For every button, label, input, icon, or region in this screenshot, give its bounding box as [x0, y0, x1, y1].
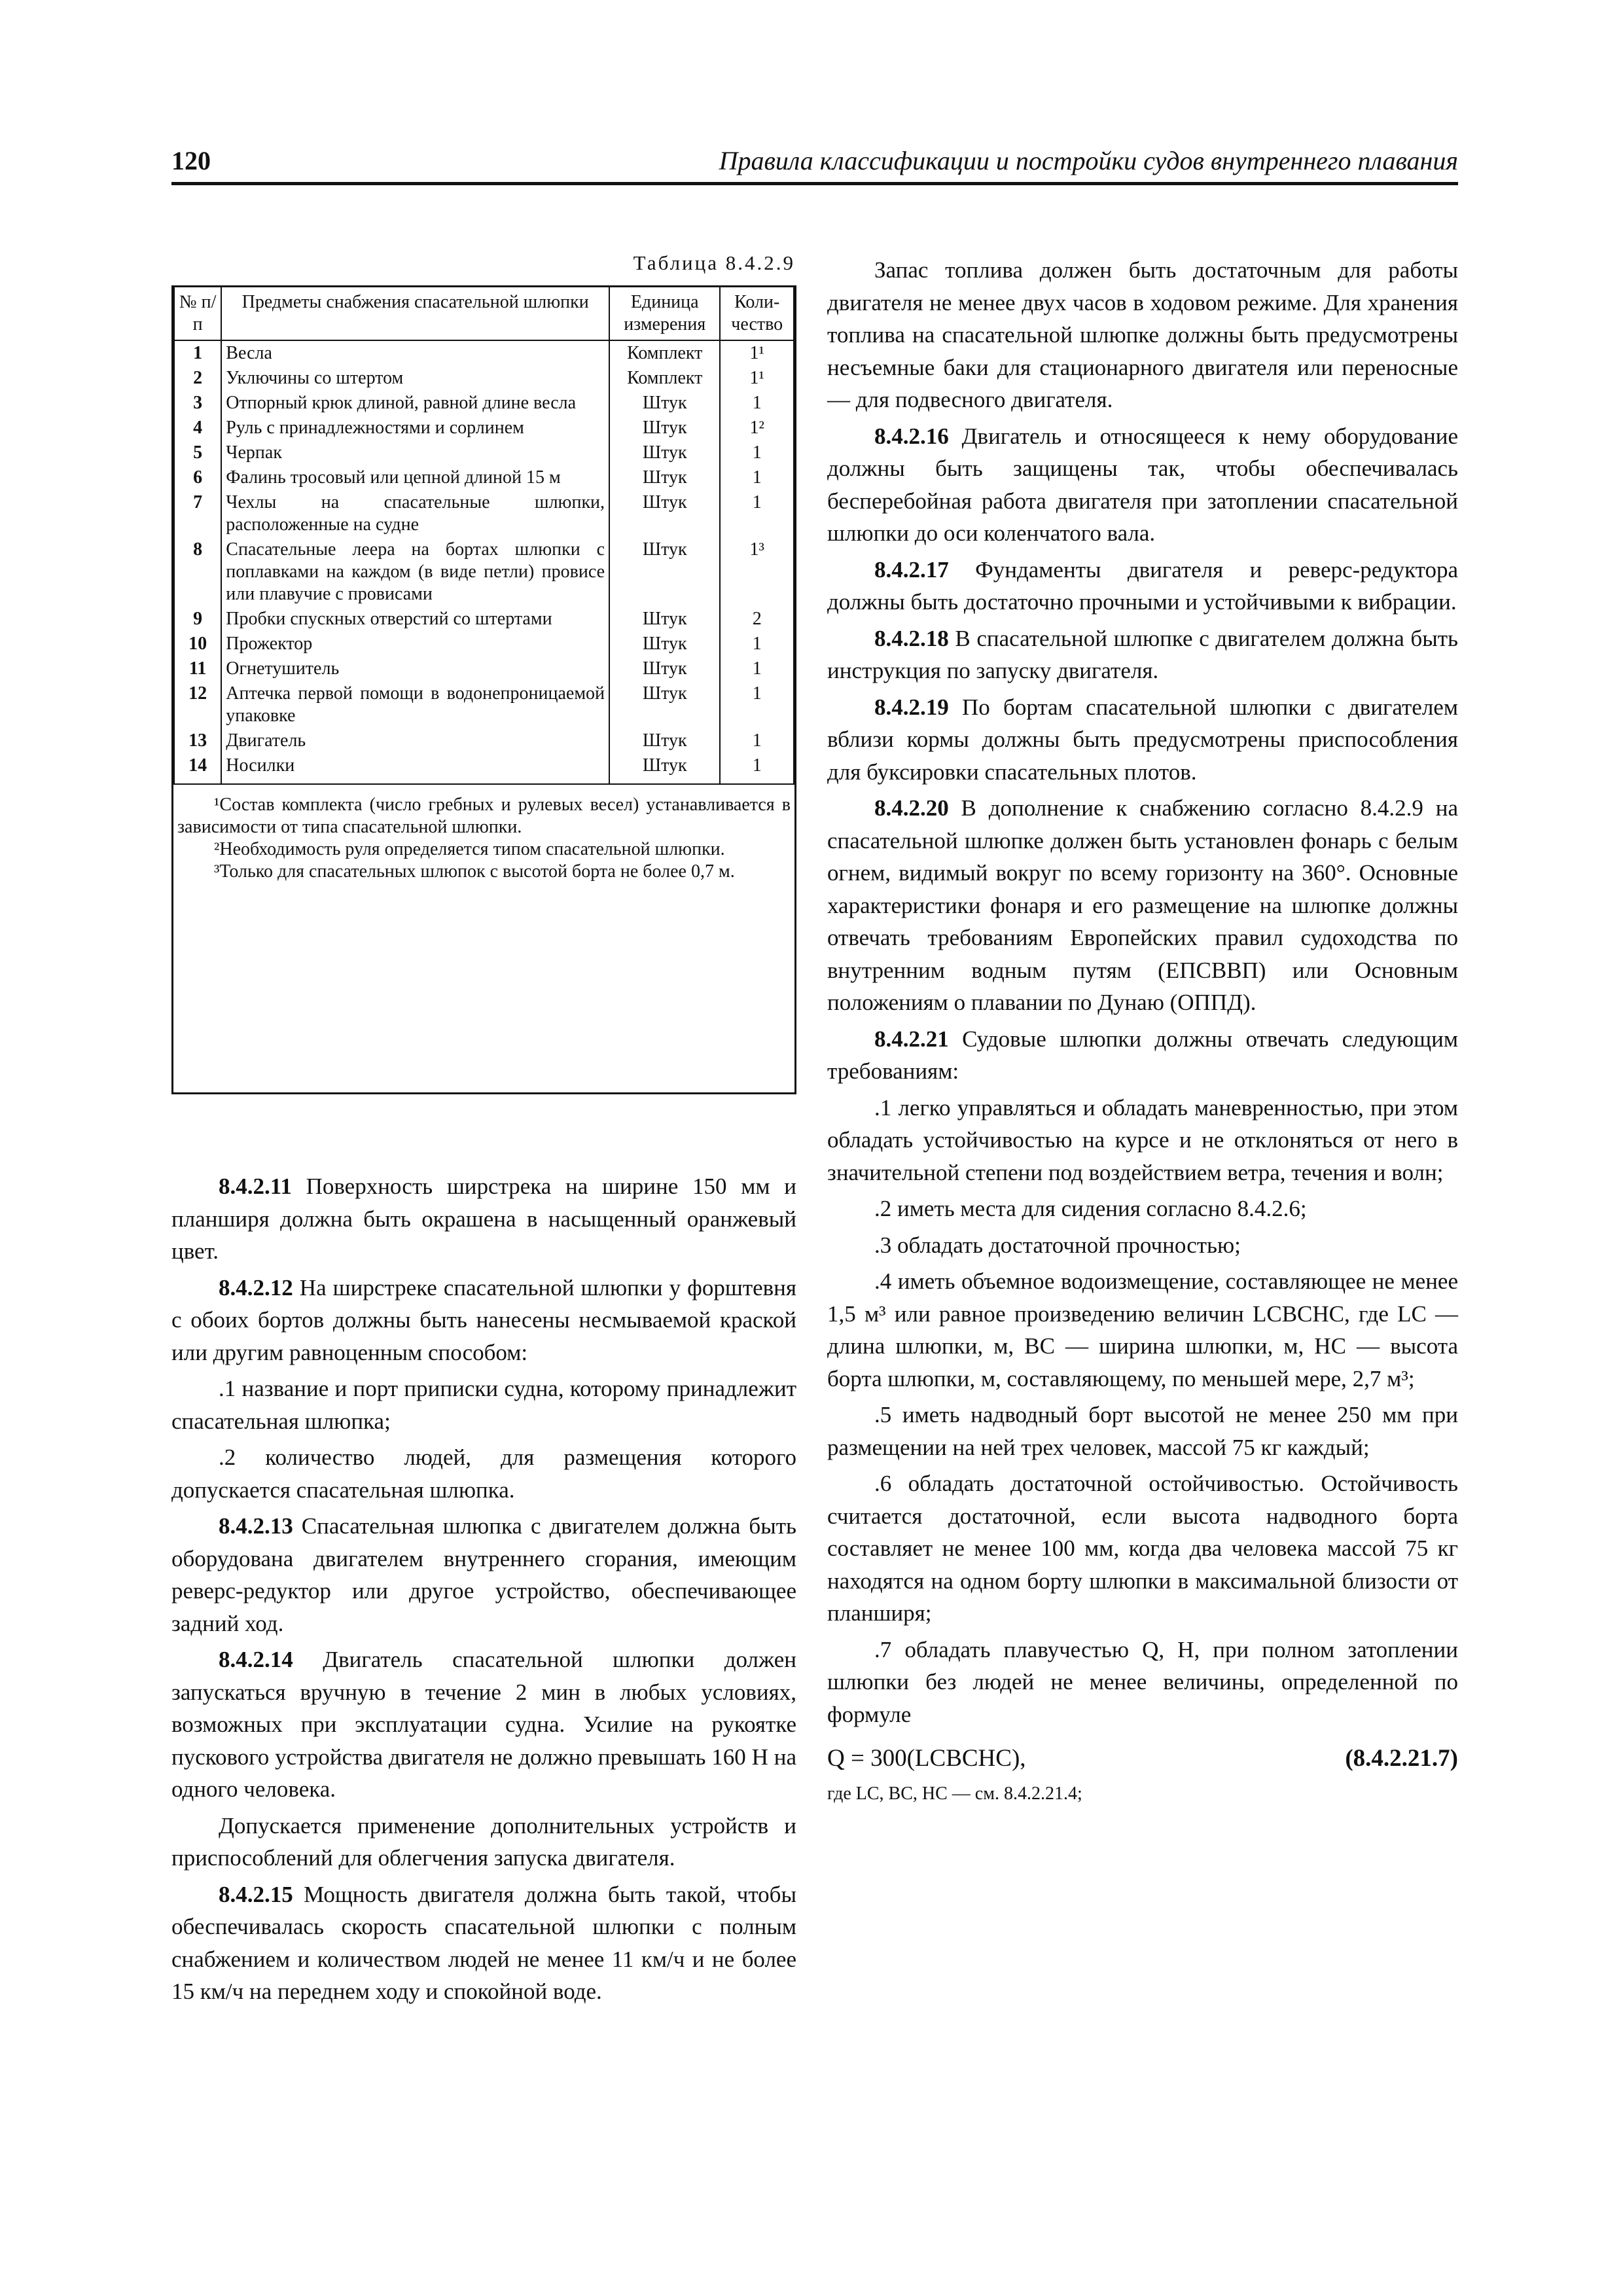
formula-label: (8.4.2.21.7): [1345, 1745, 1458, 1772]
formula: [827, 1742, 1458, 1775]
table-cell-item: Руль с принадлежностями и сорлинем: [221, 416, 609, 440]
table-header-row: [174, 287, 794, 340]
table-row: [174, 416, 794, 440]
paragraph-text: Фундаменты двигателя и реверс-редуктора должны быть достаточно прочными и устойчивыми к вибрации.: [827, 556, 1458, 615]
table-cell-n: 13: [174, 728, 221, 753]
table-cell-unit: Штук: [609, 656, 720, 681]
table-row: [174, 366, 794, 391]
table-cell-n: 2: [174, 366, 221, 391]
page-number: 120: [171, 146, 211, 175]
clause-number: 8.4.2.17: [874, 556, 949, 583]
table-cell-n: 5: [174, 440, 221, 465]
table-cell-unit: Штук: [609, 416, 720, 440]
table-cell-item: Носилки: [221, 753, 609, 783]
table-row: [174, 465, 794, 490]
table-cell-n: 8: [174, 537, 221, 607]
clause-number: 8.4.2.20: [874, 795, 949, 821]
column-header: Коли-чество: [720, 287, 794, 340]
equipment-table: [171, 285, 796, 1094]
table-cell-unit: Штук: [609, 632, 720, 656]
clause-number: 8.4.2.21: [874, 1026, 949, 1052]
table-cell-item: Отпорный крюк длиной, равной длине весла: [221, 391, 609, 416]
paragraph-text: .2 количество людей, для размещения которого допускается спасательная шлюпка.: [171, 1444, 796, 1503]
table-note: ¹Состав комплекта (число гребных и рулевых весел) устанавливается в зависимости от типа спасательной шлюпки.: [177, 795, 791, 837]
running-title: Правила классификации и постройки судов внутреннего плавания: [719, 146, 1458, 175]
paragraph-text: В спасательной шлюпке с двигателем должна быть инструкция по запуску двигателя.: [827, 625, 1458, 683]
paragraph: [827, 1229, 1458, 1262]
table-cell-item: Спасательные леера на бортах шлюпки с поплавками на каждом (в виде петли) провисе или плавучие с провисами: [221, 537, 609, 607]
table-row: [174, 391, 794, 416]
table-notes: [173, 783, 794, 883]
table-cell-qty: 1: [720, 681, 794, 728]
paragraph-text: На ширстреке спасательной шлюпки у форштевня с обоих бортов должны быть нанесены несмываемой краской или другим равноценным способом:: [171, 1274, 796, 1365]
table-cell-item: Прожектор: [221, 632, 609, 656]
clause-number: 8.4.2.19: [874, 694, 949, 720]
table-row: [174, 753, 794, 783]
table-cell-qty: 1³: [720, 537, 794, 607]
table-row: [174, 681, 794, 728]
paragraph-text: .3 обладать достаточной прочностью;: [874, 1232, 1241, 1258]
paragraph: [827, 792, 1458, 1019]
paragraph-text: .6 обладать достаточной остойчивостью. Остойчивость считается достаточной, если высота надводного борта составляет не менее 100 мм, когда два человека массой 75 кг находятся на одном борту шлюпки в максимальной близости от планширя;: [827, 1471, 1458, 1626]
paragraph-text: По бортам спасательной шлюпки с двигателем вблизи кормы должны быть предусмотрены приспособления для буксировки спасательных плотов.: [827, 694, 1458, 785]
table-cell-qty: 1: [720, 753, 794, 783]
page-header: [171, 145, 1458, 185]
table-caption: Таблица 8.4.2.9: [633, 251, 795, 274]
paragraph: [827, 1092, 1458, 1189]
paragraph-text: Спасательная шлюпка с двигателем должна быть оборудована двигателем внутреннего сгорания, имеющим реверс-редуктор или другое устройство, обеспечивающее задний ход.: [171, 1513, 796, 1636]
paragraph-text: В дополнение к снабжению согласно 8.4.2.9 на спасательной шлюпке должен быть установлен фонарь с белым огнем, видимый вокруг по всему горизонту на 360°. Основные характеристики фонаря и его размещение на шлюпке должны отвечать требованиям Европейских правил судоходства по внутренним водным путям (ЕПСВВП) или Основным положениям о плавании по Дунаю (ОППД).: [827, 795, 1458, 1015]
column-header: Предметы снабжения спасательной шлюпки: [221, 287, 609, 340]
paragraph-text: .2 иметь места для сидения согласно 8.4.2.6;: [874, 1196, 1307, 1221]
table-row: [174, 537, 794, 607]
table-cell-qty: 1: [720, 391, 794, 416]
paragraph-text: Поверхность ширстрека на ширине 150 мм и планширя должна быть окрашена в насыщенный оранжевый цвет.: [171, 1174, 796, 1264]
left-column-text: [171, 1170, 796, 2012]
paragraph-text: .4 иметь объемное водоизмещение, составляющее не менее 1,5 м³ или равное произведению величин LCBCHC, где LC — длина шлюпки, м, BC — ширина шлюпки, м, HC — высота борта шлюпки, м, составляющему, по меньшей мере, 2,7 м³;: [827, 1268, 1458, 1391]
paragraph-text: Двигатель и относящееся к нему оборудование должны быть защищены так, чтобы обеспечивалась бесперебойная работа двигателя при затоплении спасательной шлюпки до оси коленчатого вала.: [827, 423, 1458, 546]
table-row: [174, 607, 794, 632]
table-cell-unit: Штук: [609, 391, 720, 416]
paragraph-text: Запас топлива должен быть достаточным для работы двигателя не менее двух часов в ходовом режиме. Для хранения топлива на спасательной шлюпке должны быть предусмотрены несъемные баки для стационарного двигателя или переносные — для подвесного двигателя.: [827, 257, 1458, 412]
paragraph-text: Мощность двигателя должна быть такой, чтобы обеспечивалась скорость спасательной шлюпки с полным снабжением и количеством людей не менее 11 км/ч и не более 15 км/ч на переднем ходу и спокойной воде.: [171, 1881, 796, 2004]
table-cell-unit: Штук: [609, 440, 720, 465]
paragraph: [827, 1265, 1458, 1395]
table-cell-item: Огнетушитель: [221, 656, 609, 681]
table-cell-item: Чехлы на спасательные шлюпки, расположенные на судне: [221, 490, 609, 537]
paragraph: [171, 1170, 796, 1268]
table-cell-unit: Штук: [609, 728, 720, 753]
table-cell-n: 11: [174, 656, 221, 681]
table-row: [174, 440, 794, 465]
table-row: [174, 490, 794, 537]
table-cell-item: Весла: [221, 340, 609, 366]
clause-number: 8.4.2.13: [219, 1513, 293, 1539]
paragraph: [827, 420, 1458, 550]
clause-number: 8.4.2.12: [219, 1274, 293, 1300]
table-cell-qty: 1¹: [720, 366, 794, 391]
table-cell-unit: Штук: [609, 465, 720, 490]
column-header: Единица измерения: [609, 287, 720, 340]
right-column-text: [827, 254, 1458, 1814]
table-row: [174, 656, 794, 681]
table-cell-qty: 1: [720, 490, 794, 537]
clause-number: 8.4.2.18: [874, 625, 949, 651]
paragraph: [827, 554, 1458, 619]
paragraph: [827, 1193, 1458, 1225]
table-cell-n: 1: [174, 340, 221, 366]
table-note: ³Только для спасательных шлюпок с высотой борта не более 0,7 м.: [214, 861, 735, 882]
table-cell-item: Черпак: [221, 440, 609, 465]
table-cell-unit: Комплект: [609, 366, 720, 391]
table-cell-item: Пробки спускных отверстий со штертами: [221, 607, 609, 632]
clause-number: 8.4.2.14: [219, 1647, 293, 1672]
paragraph: [827, 622, 1458, 687]
table-cell-item: Фалинь тросовый или цепной длиной 15 м: [221, 465, 609, 490]
table-cell-item: Уключины со штертом: [221, 366, 609, 391]
table-cell-qty: 1: [720, 728, 794, 753]
paragraph: [827, 1023, 1458, 1088]
paragraph: [171, 1643, 796, 1806]
column-header: № п/п: [174, 287, 221, 340]
table-cell-item: Аптечка первой помощи в водонепроницаемой упаковке: [221, 681, 609, 728]
clause-number: 8.4.2.15: [219, 1881, 293, 1907]
paragraph: [171, 1810, 796, 1874]
table-cell-unit: Штук: [609, 607, 720, 632]
table-cell-qty: 1: [720, 656, 794, 681]
table-cell-n: 12: [174, 681, 221, 728]
formula-where: где LC, BC, HC — см. 8.4.2.21.4;: [827, 1783, 1082, 1804]
table-cell-n: 14: [174, 753, 221, 783]
paragraph-text: Двигатель спасательной шлюпки должен запускаться вручную в течение 2 мин в любых условиях, возможных при эксплуатации судна. Усилие на рукоятке пускового устройства двигателя не должно превышать 160 Н на одного человека.: [171, 1647, 796, 1802]
table-cell-unit: Штук: [609, 490, 720, 537]
table-cell-qty: 1: [720, 465, 794, 490]
table-cell-qty: 1: [720, 440, 794, 465]
table-cell-n: 4: [174, 416, 221, 440]
paragraph: [827, 1399, 1458, 1463]
table-row: [174, 340, 794, 366]
paragraph: [171, 1272, 796, 1369]
table-cell-qty: 1²: [720, 416, 794, 440]
table-note: ²Необходимость руля определяется типом спасательной шлюпки.: [214, 839, 725, 859]
table-row: [174, 632, 794, 656]
paragraph-text: .1 название и порт приписки судна, которому принадлежит спасательная шлюпка;: [171, 1376, 796, 1434]
paragraph: [171, 1372, 796, 1437]
paragraph: [171, 1441, 796, 1506]
clause-number: 8.4.2.16: [874, 423, 949, 449]
table-cell-unit: Комплект: [609, 340, 720, 366]
paragraph: [827, 691, 1458, 789]
paragraph-text: Допускается применение дополнительных устройств и приспособлений для облегчения запуска двигателя.: [171, 1812, 796, 1871]
table-cell-unit: Штук: [609, 681, 720, 728]
table-cell-qty: 2: [720, 607, 794, 632]
paragraph: [827, 254, 1458, 416]
table-cell-n: 10: [174, 632, 221, 656]
table-cell-qty: 1: [720, 632, 794, 656]
paragraph-text: .5 иметь надводный борт высотой не менее 250 мм при размещении на ней трех человек, массой 75 кг каждый;: [827, 1402, 1458, 1460]
clause-number: 8.4.2.11: [219, 1174, 292, 1199]
table-row: [174, 728, 794, 753]
paragraph-text: .7 обладать плавучестью Q, Н, при полном затоплении шлюпки без людей не менее величины, определенной по формуле: [827, 1636, 1458, 1727]
table-cell-qty: 1¹: [720, 340, 794, 366]
table-cell-n: 6: [174, 465, 221, 490]
paragraph: [171, 1510, 796, 1640]
table-cell-n: 3: [174, 391, 221, 416]
table-cell-item: Двигатель: [221, 728, 609, 753]
table-cell-unit: Штук: [609, 537, 720, 607]
table-cell-n: 9: [174, 607, 221, 632]
paragraph-text: Судовые шлюпки должны отвечать следующим требованиям:: [827, 1026, 1458, 1084]
table-cell-unit: Штук: [609, 753, 720, 783]
paragraph: [171, 1878, 796, 2008]
formula-expression: Q = 300(LCBCHC),: [827, 1745, 1026, 1772]
paragraph: [827, 1467, 1458, 1630]
paragraph-text: .1 легко управляться и обладать маневренностью, при этом обладать устойчивостью на курсе и не отклоняться от него в значительной степени под воздействием ветра, течения и волн;: [827, 1094, 1458, 1185]
paragraph: [827, 1634, 1458, 1731]
table-cell-n: 7: [174, 490, 221, 537]
